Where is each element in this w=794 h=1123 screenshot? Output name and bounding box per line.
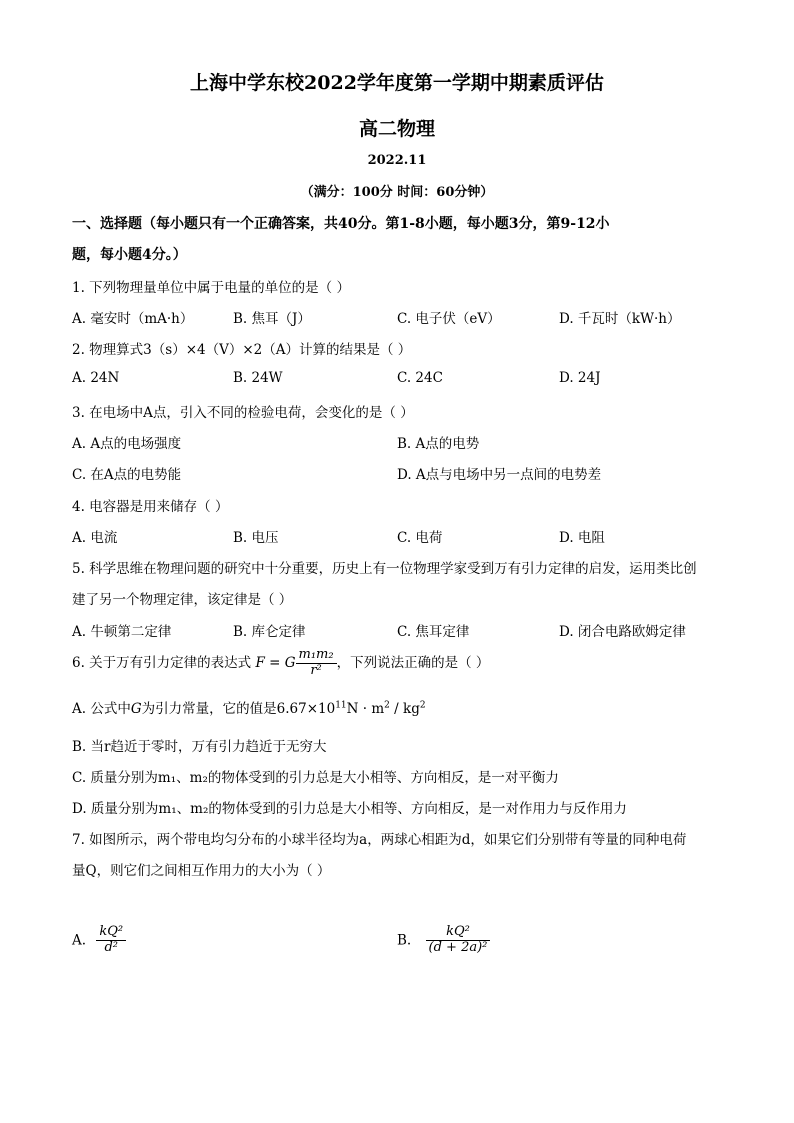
- question-6-stem-pre: 6. 关于万有引力定律的表达式: [72, 654, 252, 671]
- question-2-stem: 2. 物理算式3（s）×4（V）×2（A）计算的结果是（ ）: [72, 342, 412, 358]
- unit-exponent1: 2: [384, 700, 390, 711]
- question-2-option-b: B. 24W: [233, 370, 283, 386]
- option-a-middle: 为引力常量，它的值是: [141, 701, 277, 717]
- question-4-stem: 4. 电容器是用来储存（ ）: [72, 499, 229, 515]
- option-a-label: A.: [72, 932, 87, 949]
- question-2-option-a: A. 24N: [72, 370, 120, 386]
- question-6-option-c: C. 质量分别为m₁、m₂的物体受到的引力总是大小相等、方向相反，是一对平衡力: [72, 770, 559, 786]
- exam-title: 上海中学东校2022学年度第一学期中期素质评估: [190, 72, 604, 94]
- question-4-option-a: A. 电流: [72, 530, 118, 546]
- question-2-option-c: C. 24C: [397, 370, 443, 386]
- exam-info: （满分：100分 时间：60分钟）: [300, 185, 494, 200]
- option-b-label: B.: [397, 932, 412, 949]
- question-2-option-d: D. 24J: [559, 370, 601, 386]
- question-4-option-b: B. 电压: [233, 530, 279, 546]
- section-heading-line2: 题，每小题4分。）: [72, 247, 187, 263]
- question-1-option-d: D. 千瓦时（kW·h）: [559, 311, 681, 327]
- question-5-option-a: A. 牛顿第二定律: [72, 624, 172, 640]
- question-5-stem-line2: 建了另一个物理定律，该定律是（ ）: [72, 592, 293, 608]
- constant-exponent: 11: [335, 700, 347, 711]
- question-1-option-a: A. 毫安时（mA·h）: [72, 311, 194, 327]
- question-5-option-b: B. 库仑定律: [233, 624, 306, 640]
- gravity-formula-fraction: [296, 648, 337, 679]
- symbol-g: G: [130, 701, 142, 717]
- question-3-option-c: C. 在A点的电势能: [72, 467, 182, 483]
- question-1-stem: 1. 下列物理量单位中属于电量的单位的是（ ）: [72, 280, 350, 296]
- question-1-option-c: C. 电子伏（eV）: [397, 311, 501, 327]
- option-a-fraction: [96, 925, 126, 956]
- question-6-stem-post: ，下列说法正确的是（ ）: [336, 654, 490, 671]
- formula-numerator: m₁m₂: [296, 648, 337, 664]
- question-6-option-d: D. 质量分别为m₁、m₂的物体受到的引力总是大小相等、方向相反，是一对作用力与反作用力: [72, 801, 627, 817]
- unit-exponent2: 2: [419, 700, 426, 711]
- option-b-denominator: (d + 2a)²: [428, 939, 488, 955]
- question-3-option-b: B. A点的电势: [397, 436, 480, 452]
- exam-date: 2022.11: [367, 153, 427, 168]
- question-7-option-b: [397, 925, 490, 956]
- formula-lhs: F = G: [255, 654, 296, 671]
- question-3-option-a: A. A点的电场强度: [72, 436, 182, 452]
- option-b-numerator: kQ²: [426, 925, 491, 941]
- question-4-option-c: C. 电荷: [397, 530, 443, 546]
- question-6-option-b: B. 当r趋近于零时，万有引力趋近于无穷大: [72, 739, 327, 755]
- question-6-stem: [72, 648, 489, 679]
- option-a-denominator: d²: [104, 939, 118, 955]
- question-7-stem-line1: 7. 如图所示，两个带电均匀分布的小球半径均为a，两球心相距为d，如果它们分别带有等量的同种电荷: [72, 832, 687, 848]
- question-5-stem-line1: 5. 科学思维在物理问题的研究中十分重要，历史上有一位物理学家受到万有引力定律的启发，运用类比创: [72, 561, 697, 577]
- question-6-option-a: [72, 697, 426, 717]
- unit-part1: N · m: [346, 701, 385, 717]
- question-3-option-d: D. A点与电场中另一点间的电势差: [397, 467, 602, 483]
- question-5-option-c: C. 焦耳定律: [397, 624, 470, 640]
- constant-value: 6.67×10: [276, 701, 336, 717]
- subject-title: 高二物理: [358, 118, 435, 140]
- question-5-option-d: D. 闭合电路欧姆定律: [559, 624, 686, 640]
- unit-part2: / kg: [389, 701, 420, 717]
- option-b-fraction: [426, 925, 491, 956]
- formula-denominator: r²: [310, 662, 322, 678]
- option-a-numerator: kQ²: [96, 925, 126, 941]
- question-3-stem: 3. 在电场中A点，引入不同的检验电荷，会变化的是（ ）: [72, 405, 414, 421]
- section-heading-line1: 一、选择题（每小题只有一个正确答案，共40分。第1-8小题，每小题3分，第9-12小: [72, 216, 610, 232]
- option-a-prefix: A. 公式中: [72, 701, 131, 717]
- question-7-option-a: [72, 925, 126, 956]
- question-1-option-b: B. 焦耳（J）: [233, 311, 311, 327]
- question-7-stem-line2: 量Q，则它们之间相互作用力的大小为（ ）: [72, 863, 331, 879]
- question-4-option-d: D. 电阻: [559, 530, 605, 546]
